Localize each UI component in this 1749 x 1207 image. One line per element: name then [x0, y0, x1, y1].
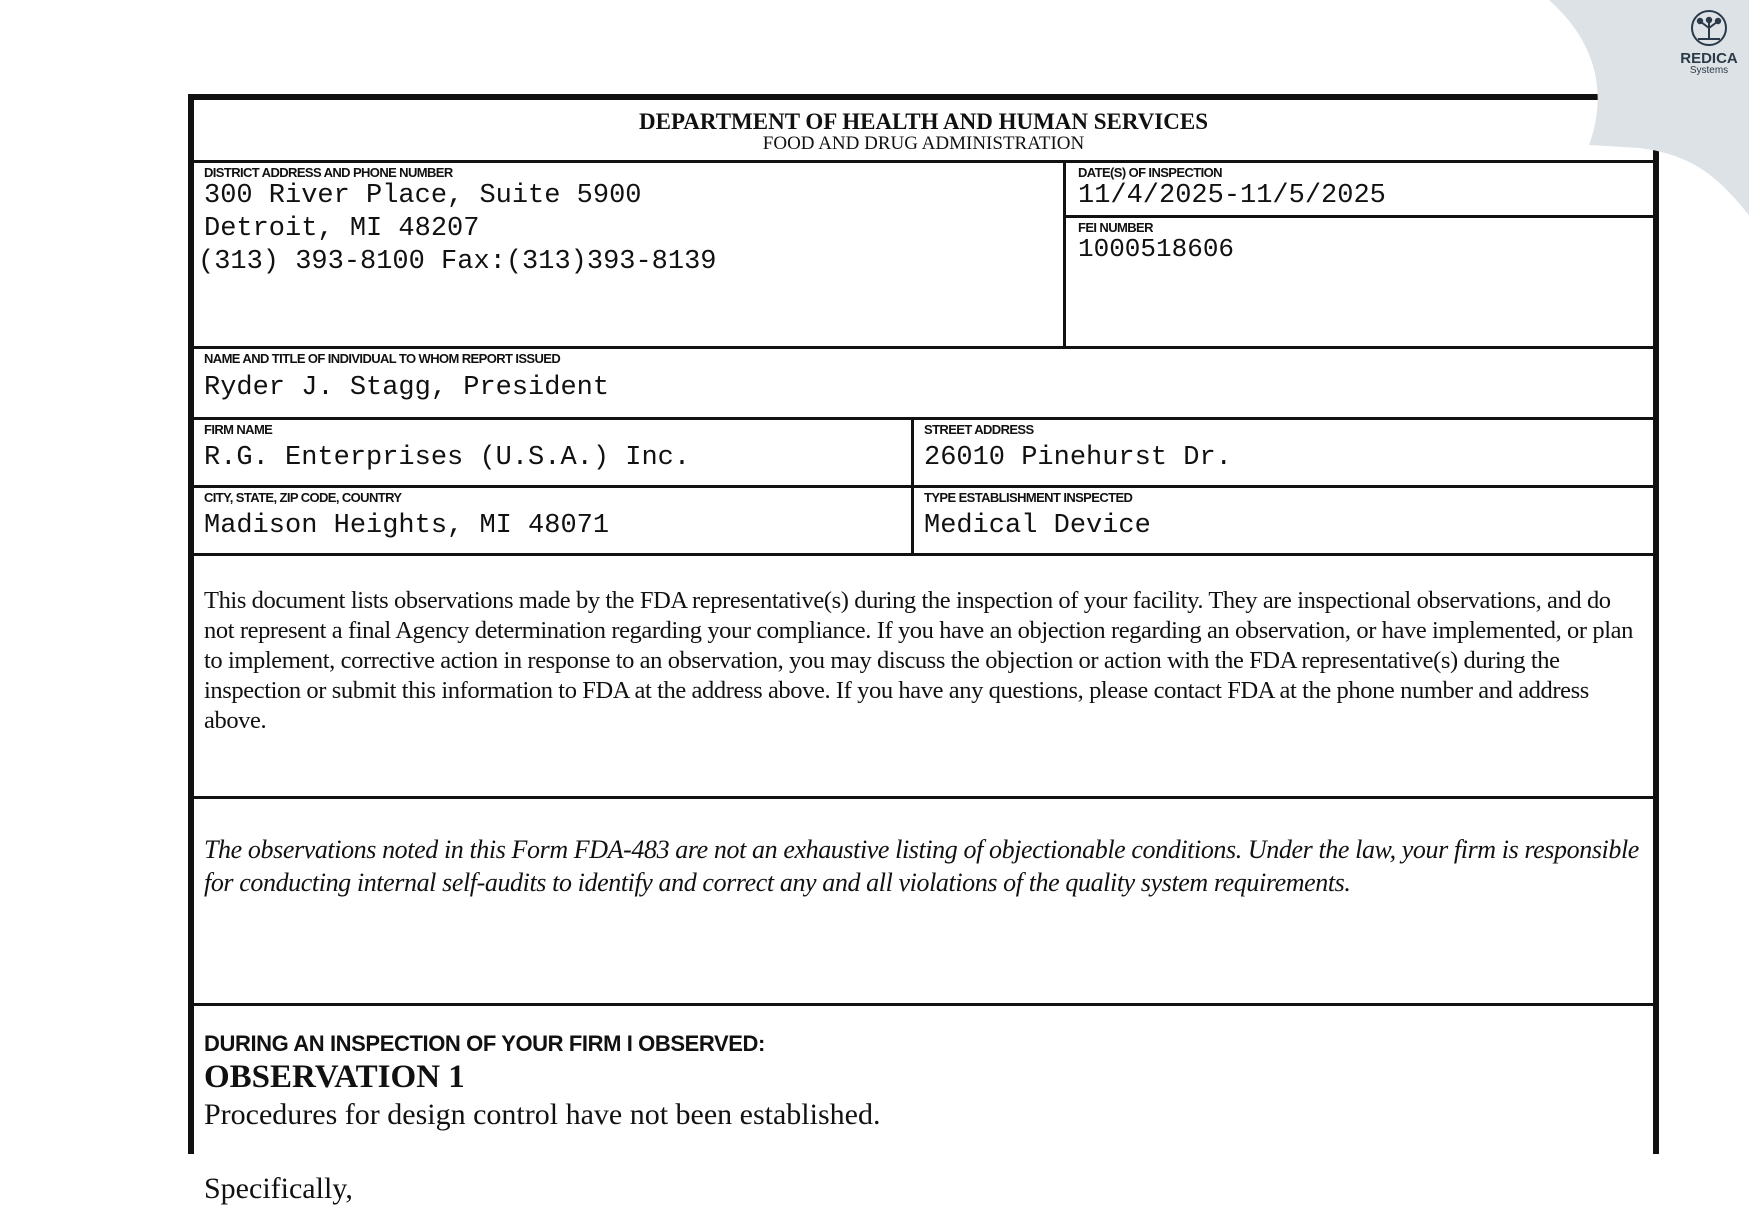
- district-label: DISTRICT ADDRESS AND PHONE NUMBER: [204, 165, 453, 180]
- observation-intro: DURING AN INSPECTION OF YOUR FIRM I OBSERVED:: [204, 1031, 765, 1056]
- firm-label: FIRM NAME: [204, 422, 273, 437]
- redica-corner-logo: [1549, 0, 1749, 215]
- district-line-2: Detroit, MI 48207: [204, 214, 480, 244]
- agency-heading: FOOD AND DRUG ADMINISTRATION: [762, 133, 1085, 154]
- notice-row: [194, 556, 1653, 799]
- observation-title: OBSERVATION 1: [204, 1059, 465, 1095]
- observation-section: [194, 1006, 1653, 1207]
- individual-label: NAME AND TITLE OF INDIVIDUAL TO WHOM REPORT ISSUED: [204, 351, 561, 366]
- street-cell: [914, 420, 1653, 485]
- disclaimer-row: [194, 799, 1653, 1006]
- city-label: CITY, STATE, ZIP CODE, COUNTRY: [204, 490, 402, 505]
- form-header: [194, 100, 1653, 163]
- establishment-label: TYPE ESTABLISHMENT INSPECTED: [924, 490, 1133, 505]
- street-label: STREET ADDRESS: [924, 422, 1034, 437]
- street-value: 26010 Pinehurst Dr.: [924, 443, 1232, 473]
- notice-text: This document lists observations made by the FDA representative(s) during the inspection of your facility. They are inspectional observations, and do not represent a final Agency determination regarding your compliance. If you have an objection regarding an observation, or have implemented, or plan to implement, corrective action in response to an observation, you may discuss the objection or action with the FDA representative(s) during the inspection or submit this information to FDA at the address above. If you have any questions, please contact FDA at the phone number and address above.: [204, 587, 1633, 734]
- city-row: [194, 488, 1653, 556]
- fei-label: FEI NUMBER: [1078, 220, 1153, 235]
- corner-fold-shape: [1549, 0, 1749, 215]
- observation-text: Procedures for design control have not been established.: [204, 1098, 881, 1131]
- city-value: Madison Heights, MI 48071: [204, 511, 610, 541]
- department-heading: DEPARTMENT OF HEALTH AND HUMAN SERVICES: [639, 109, 1208, 134]
- fda-483-form: [188, 94, 1659, 1205]
- establishment-cell: [914, 488, 1653, 553]
- inspection-dates-value: 11/4/2025-11/5/2025: [1078, 181, 1386, 211]
- district-row: [194, 163, 1653, 349]
- district-cell: [194, 163, 1066, 346]
- establishment-value: Medical Device: [924, 511, 1151, 541]
- observation-specifically: Specifically,: [204, 1172, 353, 1205]
- fei-cell: [1066, 218, 1653, 263]
- district-line-1: 300 River Place, Suite 5900: [204, 181, 642, 211]
- logo-name: REDICA: [1680, 50, 1738, 67]
- individual-value: Ryder J. Stagg, President: [204, 373, 610, 403]
- individual-cell: [194, 349, 1653, 417]
- firm-value: R.G. Enterprises (U.S.A.) Inc.: [204, 443, 691, 473]
- district-line-3: (313) 393-8100 Fax:(313)393-8139: [198, 247, 717, 277]
- fei-value: 1000518606: [1078, 234, 1235, 264]
- logo-sub: Systems: [1689, 65, 1729, 76]
- inspection-dates-label: DATE(S) OF INSPECTION: [1078, 165, 1222, 180]
- disclaimer-text: The observations noted in this Form FDA-483 are not an exhaustive listing of objectionable conditions. Under the law, your firm is responsible for conducting internal self-audits to identify and correct any and all violations of the quality system requirements.: [204, 835, 1639, 897]
- city-cell: [194, 488, 914, 553]
- individual-row: [194, 349, 1653, 420]
- firm-cell: [194, 420, 914, 485]
- firm-row: [194, 420, 1653, 488]
